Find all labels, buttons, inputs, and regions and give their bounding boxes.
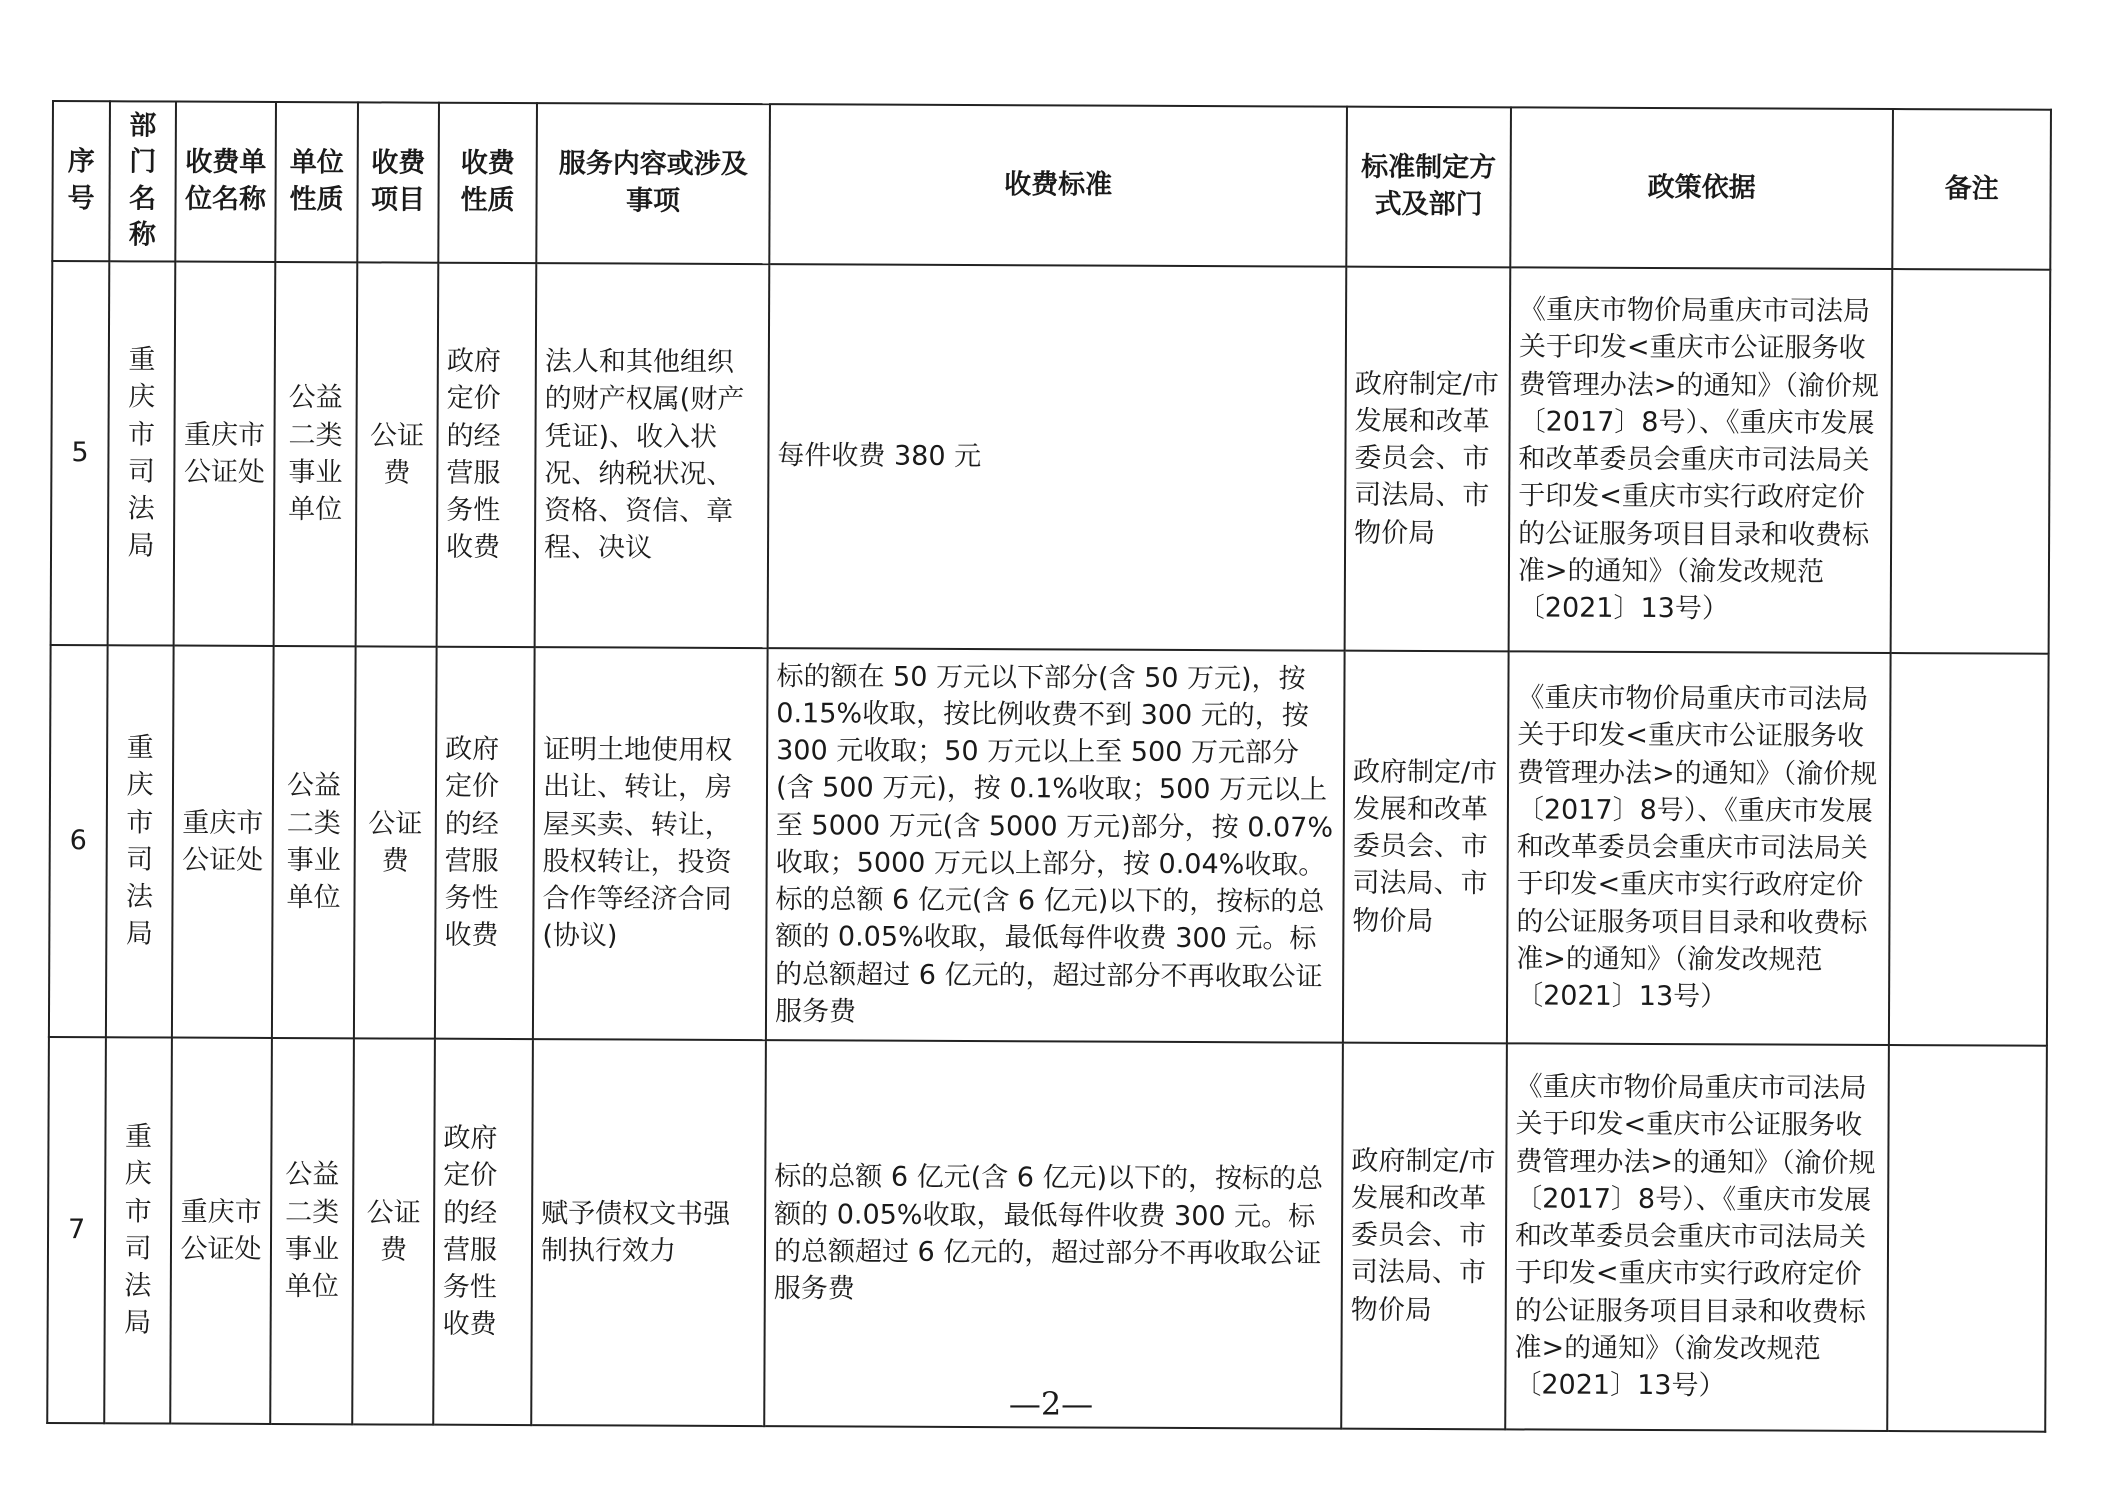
document-page [52, 100, 2052, 1424]
cell-remark [1891, 269, 2051, 654]
cell-maker: 政府制定/市发展和改革委员会、市司法局、市物价局 [1345, 266, 1511, 651]
cell-fee-type: 政府定价的经营服务性收费 [437, 262, 537, 646]
header-maker: 标准制定方式及部门 [1346, 107, 1511, 267]
cell-dept: 重庆市司法局 [108, 261, 176, 645]
cell-basis: 《重庆市物价局重庆市司法局关于印发<重庆市公证服务收费管理办法>的通知》（渝价规〔2017〕8号）、《重庆市发展和改革委员会重庆市司法局关于印发<重庆市实行政府定价的公证服务项目目录和收费标准>的通知》（渝发改规范〔2021〕13号） [1507, 651, 1891, 1045]
cell-standard: 每件收费 380 元 [768, 264, 1347, 651]
cell-maker: 政府制定/市发展和改革委员会、市司法局、市物价局 [1343, 650, 1509, 1043]
cell-seq: 7 [47, 1037, 106, 1423]
cell-item: 公证费 [352, 1038, 435, 1424]
cell-standard: 标的总额 6 亿元(含 6 亿元)以下的，按标的总额的 0.05%收取，最低每件收费 300 元。标的总额超过 6 亿元的，超过部分不再收取公证服务费 [764, 1040, 1343, 1429]
header-remark: 备注 [1892, 109, 2051, 269]
cell-maker: 政府制定/市发展和改革委员会、市司法局、市物价局 [1341, 1042, 1507, 1429]
cell-standard: 标的额在 50 万元以下部分(含 50 万元)，按 0.15%收取，按比例收费不到 300 元的，按 300 元收取；50 万元以上至 500 万元部分(含 500 万元)，按 0.1%收取；500 万元以上至 5000 万元(含 5000 万元)部分，按 0.07%收取；5000 万元以上部分，按 0.04%收取。标的总额 6 亿元(含 6 亿元)以下的，按标的总额的 0.05%收取，最低每件收费 300 元。标的总额超过 6 亿元的，超过部分不再收取公证服务费 [766, 648, 1345, 1043]
cell-unit: 重庆市公证处 [172, 645, 274, 1037]
cell-service: 法人和其他组织的财产权属(财产凭证)、收入状况、纳税状况、资格、资信、章程、决议 [535, 263, 770, 648]
header-nature: 单位性质 [275, 102, 358, 262]
cell-fee-type: 政府定价的经营服务性收费 [435, 646, 535, 1038]
cell-nature: 公益二类事业单位 [274, 262, 358, 646]
cell-dept: 重庆市司法局 [106, 645, 174, 1037]
header-unit: 收费单位名称 [175, 102, 276, 262]
cell-dept: 重庆市司法局 [104, 1037, 172, 1423]
cell-nature: 公益二类事业单位 [272, 646, 356, 1038]
table-row [47, 1037, 2047, 1432]
header-standard: 收费标准 [769, 104, 1347, 266]
table-row [51, 261, 2051, 654]
cell-basis: 《重庆市物价局重庆市司法局关于印发<重庆市公证服务收费管理办法>的通知》（渝价规〔2017〕8号）、《重庆市发展和改革委员会重庆市司法局关于印发<重庆市实行政府定价的公证服务项目目录和收费标准>的通知》（渝发改规范〔2021〕13号） [1509, 267, 1893, 653]
fee-table [46, 100, 2052, 1432]
header-fee-type: 收费性质 [438, 103, 537, 263]
page-number: —2— [1008, 1385, 1094, 1423]
header-basis: 政策依据 [1510, 107, 1893, 268]
cell-fee-type: 政府定价的经营服务性收费 [433, 1038, 533, 1424]
cell-service: 证明土地使用权出让、转让，房屋买卖、转让，股权转让，投资合作等经济合同(协议) [533, 647, 768, 1040]
cell-basis: 《重庆市物价局重庆市司法局关于印发<重庆市公证服务收费管理办法>的通知》（渝价规〔2017〕8号）、《重庆市发展和改革委员会重庆市司法局关于印发<重庆市实行政府定价的公证服务项目目录和收费标准>的通知》（渝发改规范〔2021〕13号） [1505, 1043, 1889, 1431]
cell-service: 赋予债权文书强制执行效力 [531, 1039, 766, 1426]
cell-nature: 公益二类事业单位 [270, 1038, 354, 1424]
cell-item: 公证费 [356, 262, 439, 646]
table-header-row [52, 101, 2051, 269]
cell-unit: 重庆市公证处 [170, 1037, 272, 1423]
cell-item: 公证费 [354, 646, 437, 1038]
cell-seq: 5 [51, 261, 110, 645]
cell-seq: 6 [49, 645, 108, 1037]
cell-remark [1887, 1045, 2047, 1432]
header-service: 服务内容或涉及事项 [536, 103, 770, 264]
cell-remark [1889, 653, 2049, 1046]
header-dept: 部门名称 [109, 101, 176, 261]
header-seq: 序号 [52, 101, 110, 261]
cell-unit: 重庆市公证处 [174, 261, 276, 645]
table-row [49, 645, 2049, 1046]
header-item: 收费项目 [357, 102, 439, 262]
